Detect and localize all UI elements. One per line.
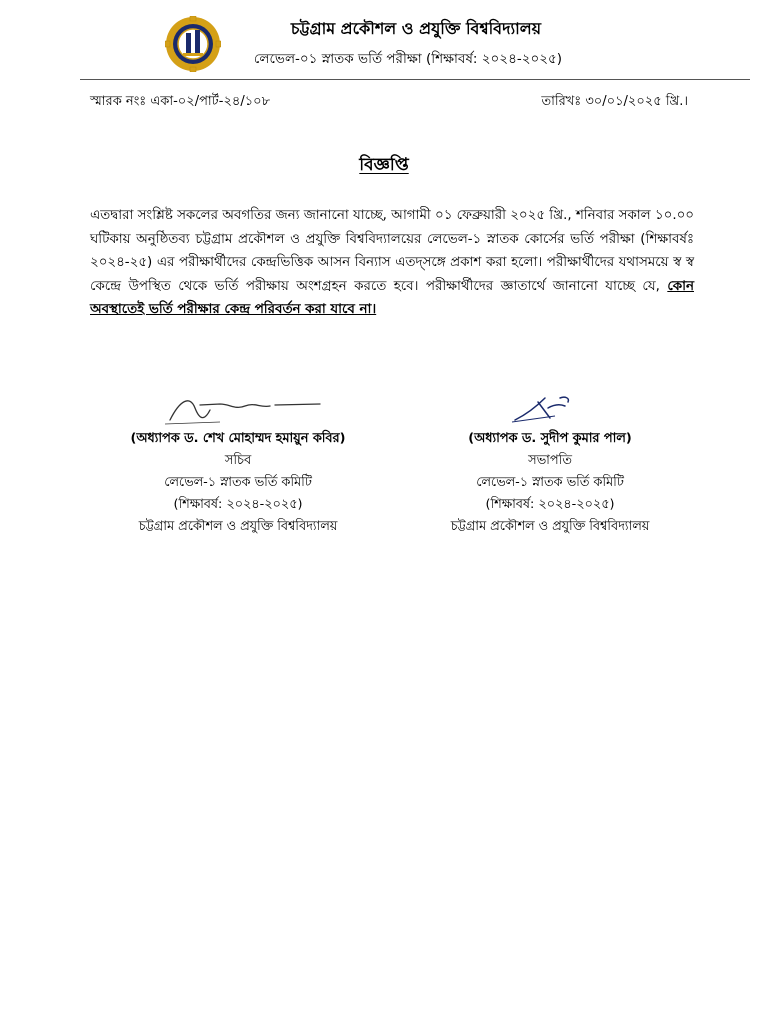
notice-title-wrapper <box>0 152 768 180</box>
signatory-left-role: সচিব <box>224 453 252 468</box>
signatory-right-committee: লেভেল-১ স্নাতক ভর্তি কমিটি <box>476 475 624 490</box>
signatory-left-institution: চট্টগ্রাম প্রকৌশল ও প্রযুক্তি বিশ্ববিদ্যালয় <box>138 519 338 534</box>
notice-body-text: এতদ্বারা সংশ্লিষ্ট সকলের অবগতির জন্য জানানো যাচ্ছে, আগামী ০১ ফেব্রুয়ারী ২০২৫ খ্রি., শনিবার সকাল ১০.০০ ঘটিকায় অনুষ্ঠিতব্য চট্টগ্রাম প্রকৌশল ও প্রযুক্তি বিশ্ববিদ্যালয়ের লেভেল-১ স্নাতক কোর্সের ভর্তি পরীক্ষা (শিক্ষাবর্ষঃ ২০২৪-২৫) এর পরীক্ষার্থীদের কেন্দ্রভিত্তিক আসন বিন্যাস এতদ্সঙ্গে প্রকাশ করা হলো। পরীক্ষার্থীদের যথাসময়ে স্ব স্ব কেন্দ্রে উপস্থিত থেকে ভর্তি পরীক্ষায় অংশগ্রহন করতে হবে। পরীক্ষার্থীদের জ্ঞাতার্থে জানানো যাচ্ছে যে, <box>90 208 694 294</box>
memo-number: স্মারক নংঃ একা-০২/পার্ট-২৪/১০৮ <box>90 94 271 109</box>
notice-body-emphasis: কোন অবস্থাতেই ভর্তি পরীক্ষার কেন্দ্র পরিবর্তন করা যাবে না। <box>90 278 694 317</box>
signature-right <box>510 390 580 426</box>
signatory-left-name: (অধ্যাপক ড. শেখ মোহাম্মদ হমায়ুন কবির) <box>130 431 346 446</box>
signatory-right-role: সভাপতি <box>528 453 572 468</box>
signatory-left-session: (শিক্ষাবর্ষ: ২০২৪-২০২৫) <box>173 497 303 512</box>
university-logo <box>165 16 221 72</box>
signatory-right-session: (শিক্ষাবর্ষ: ২০২৪-২০২৫) <box>485 497 615 512</box>
exam-subtitle: লেভেল-০১ স্নাতক ভর্তি পরীক্ষা (শিক্ষাবর্ষ: ২০২৪-২০২৫) <box>253 51 563 67</box>
notice-title: বিজ্ঞপ্তি <box>359 155 409 175</box>
signatory-right <box>390 428 710 538</box>
university-name: চট্টগ্রাম প্রকৌশল ও প্রযুক্তি বিশ্ববিদ্যালয় <box>290 19 542 38</box>
signatory-left-committee: লেভেল-১ স্নাতক ভর্তি কমিটি <box>164 475 312 490</box>
notice-body <box>90 204 694 322</box>
signature-left <box>160 390 330 430</box>
signatory-right-institution: চট্টগ্রাম প্রকৌশল ও প্রযুক্তি বিশ্ববিদ্যালয় <box>450 519 650 534</box>
signatory-left <box>78 428 398 538</box>
notice-date: তারিখঃ ৩০/০১/২০২৫ খ্রি.। <box>541 94 688 109</box>
header-divider <box>80 79 750 80</box>
signatory-right-name: (অধ্যাপক ড. সুদীপ কুমার পাল) <box>468 431 632 446</box>
